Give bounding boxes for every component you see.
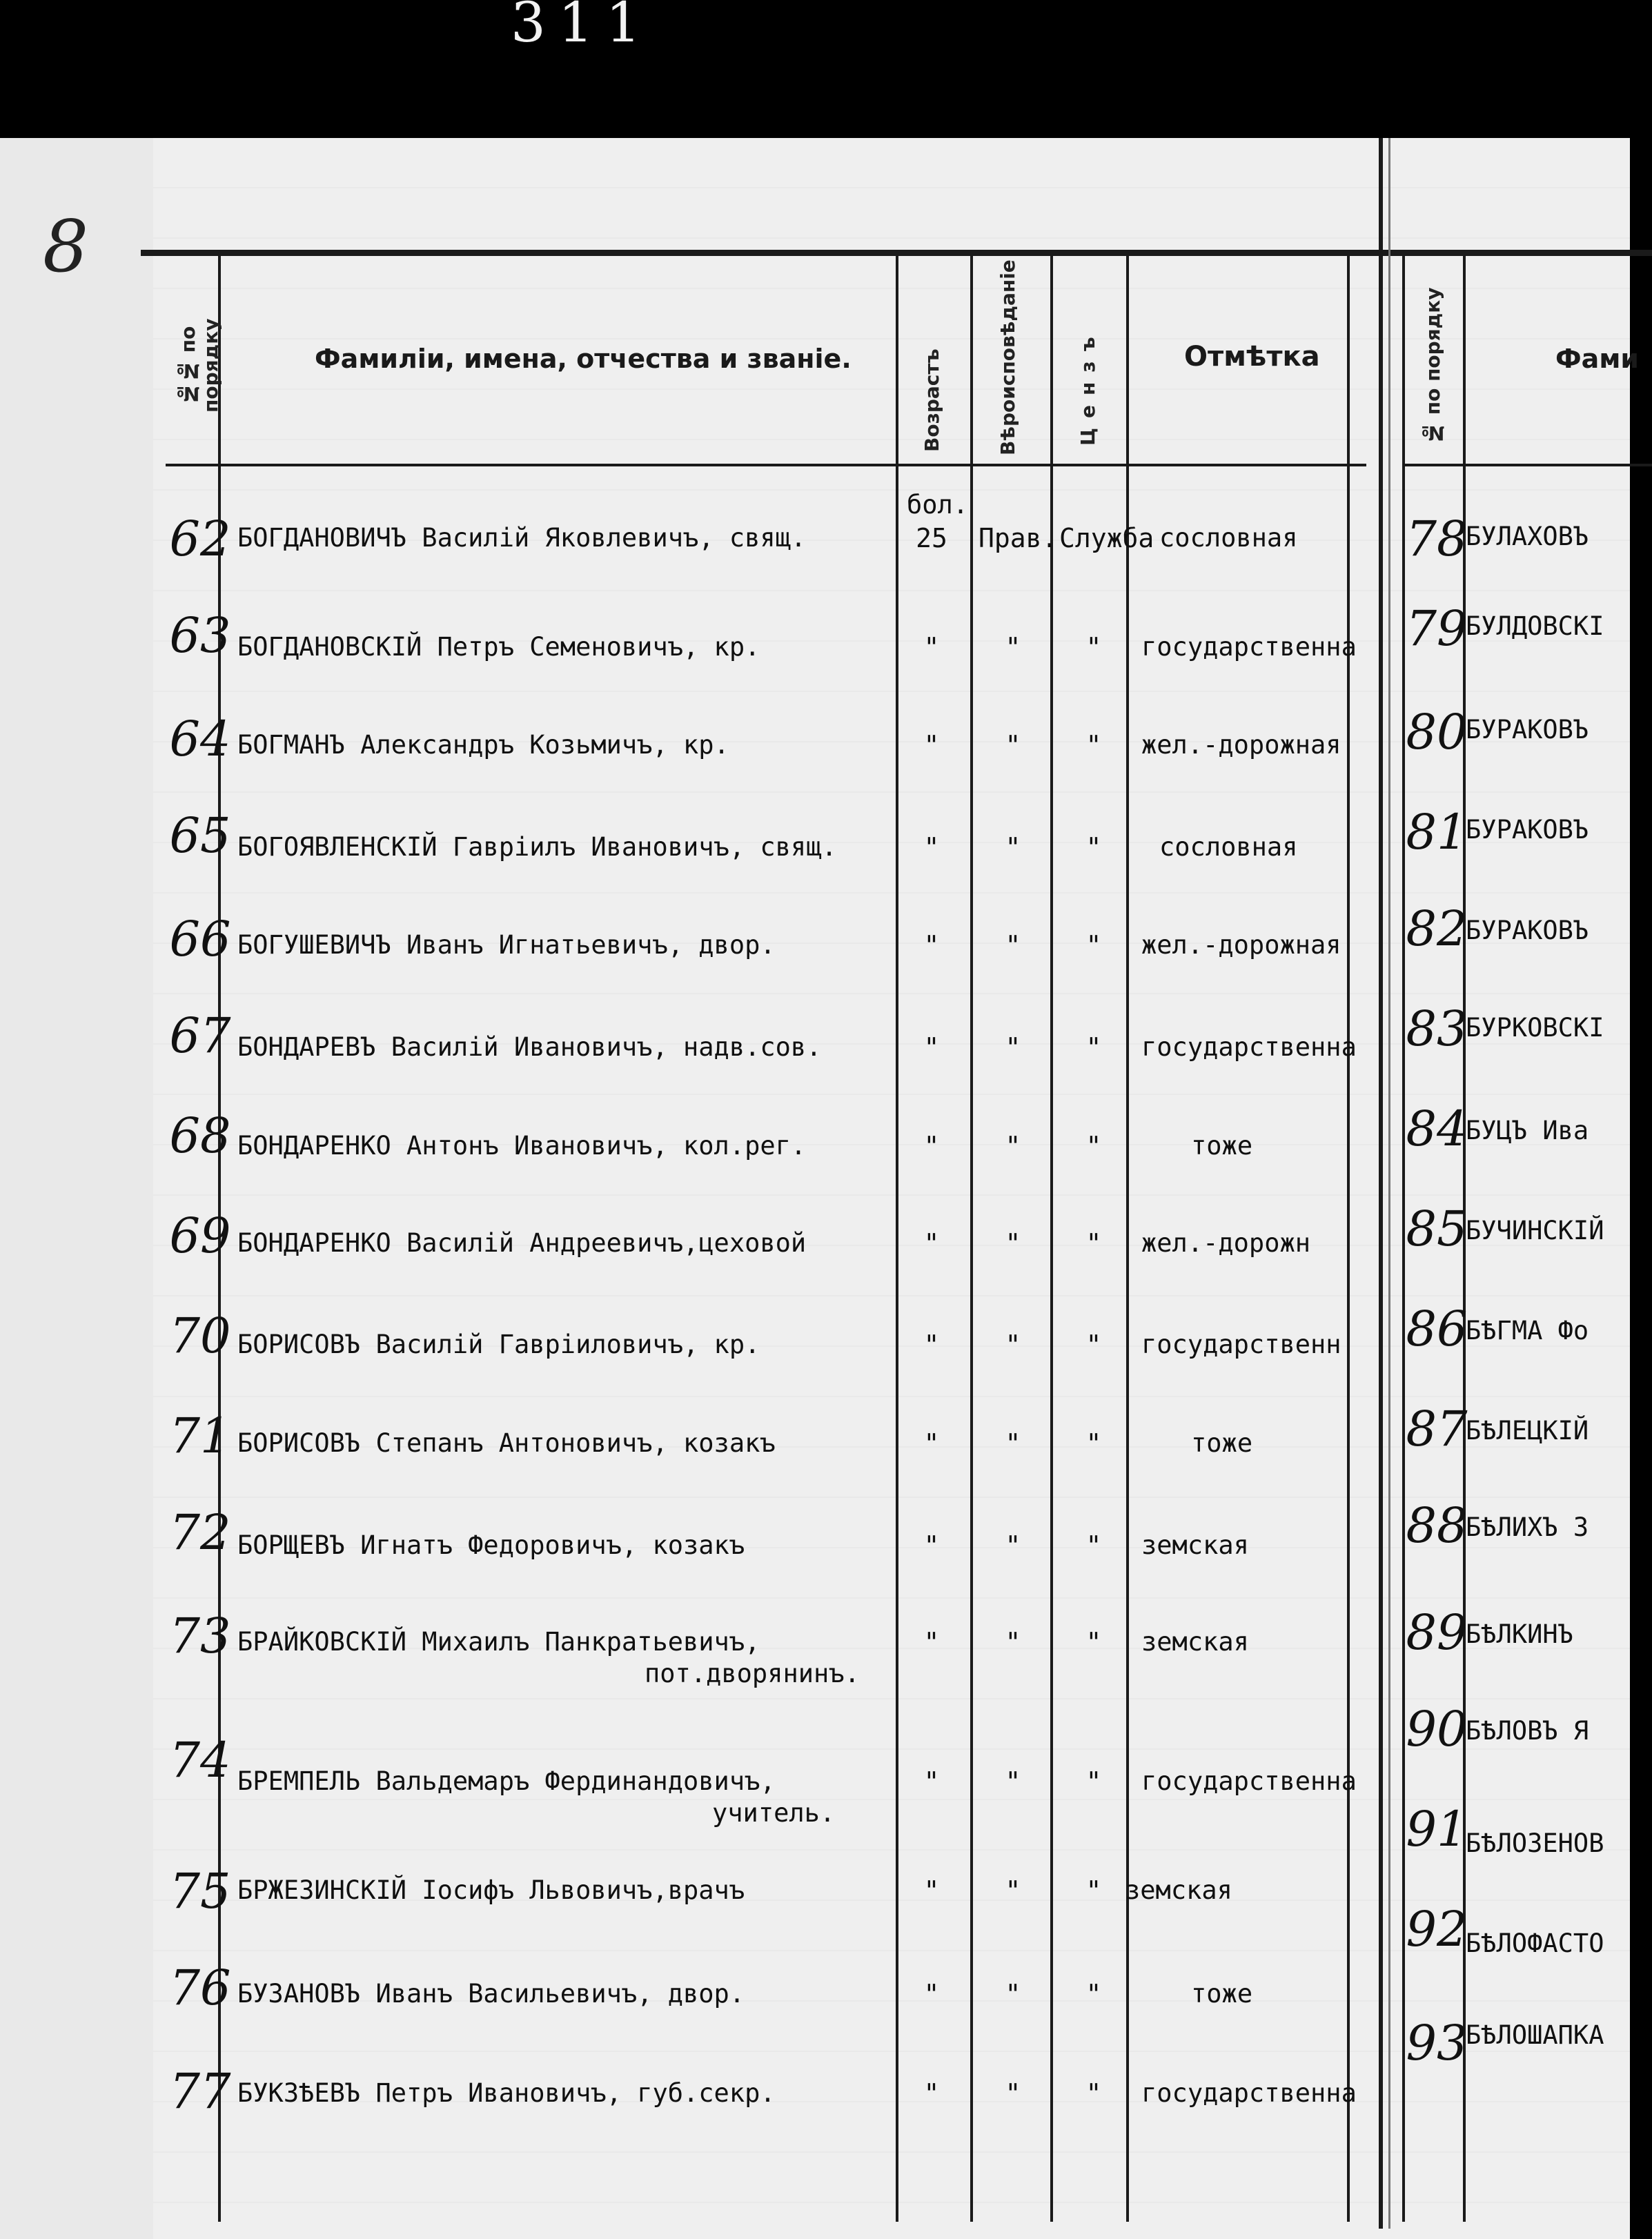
age-value: " — [923, 1875, 940, 1906]
religion-value: " — [1005, 632, 1021, 662]
age-value: " — [923, 832, 940, 862]
note-value: государственна — [1141, 632, 1357, 662]
row-number: 67 — [169, 1007, 231, 1064]
person-entry: БУЛДОВСКІ — [1466, 611, 1604, 641]
person-entry: БѢЛОЗЕНОВ — [1466, 1828, 1604, 1858]
right-table-row — [0, 804, 1652, 900]
row-number: 92 — [1406, 1901, 1468, 1957]
row-number: 82 — [1406, 900, 1468, 957]
note-value: государственна — [1141, 1766, 1357, 1796]
note-value: тоже — [1191, 1979, 1253, 2009]
row-number: 89 — [1406, 1604, 1468, 1661]
right-table-row — [0, 1701, 1652, 1797]
row-number: 64 — [169, 711, 231, 767]
age-value: " — [923, 1979, 940, 2009]
note-value: сословная — [1159, 523, 1298, 553]
note-value: государственн — [1141, 1330, 1341, 1359]
row-number: 84 — [1406, 1101, 1468, 1157]
person-entry: БУКЗѢЕВЪ Петръ Ивановичъ, губ.секр. — [237, 2078, 776, 2108]
row-number: 62 — [169, 511, 231, 567]
religion-value: Прав. — [979, 523, 1058, 553]
header-census: Цензъ — [1076, 327, 1099, 446]
row-number: 90 — [1406, 1701, 1468, 1757]
person-entry: БОНДАРЕВЪ Василій Ивановичъ, надв.сов. — [237, 1032, 822, 1062]
row-number: 80 — [1406, 704, 1468, 760]
census-value: " — [1085, 1131, 1102, 1161]
header-order-no: №№ по порядку — [177, 318, 222, 413]
religion-value: " — [1005, 1428, 1021, 1459]
right-table-row — [0, 1901, 1652, 1998]
row-number: 88 — [1406, 1497, 1468, 1554]
religion-value: " — [1005, 2078, 1021, 2109]
note-value: земская — [1141, 1530, 1249, 1560]
right-table-row — [0, 704, 1652, 800]
person-entry: БРЕМПЕЛЬ Вальдемаръ Фердинандовичъ, — [237, 1766, 776, 1796]
note-value: жел.-дорожн — [1141, 1228, 1311, 1258]
right-table-row — [0, 900, 1652, 997]
header-religion: Вѣроисповѣданіе — [996, 259, 1019, 455]
person-entry-continuation: учитель. — [712, 1798, 836, 1828]
person-entry: БУРАКОВЪ — [1466, 916, 1589, 945]
person-entry: БѢЛОФАСТО — [1466, 1929, 1604, 1958]
person-entry: БУЧИНСКІЙ — [1466, 1216, 1604, 1245]
census-value: " — [1085, 832, 1102, 862]
header-bottom-rule-right — [1402, 464, 1652, 466]
census-value: " — [1085, 1032, 1102, 1063]
note-value: государственна — [1141, 2078, 1357, 2108]
religion-value: " — [1005, 1875, 1021, 1906]
row-number: 86 — [1406, 1301, 1468, 1357]
row-number: 81 — [1406, 804, 1468, 860]
person-entry: БУРКОВСКІ — [1466, 1013, 1604, 1043]
religion-value: " — [1005, 930, 1021, 960]
person-entry: БРАЙКОВСКІЙ Михаилъ Панкратьевичъ, — [237, 1627, 760, 1657]
row-number: 85 — [1406, 1201, 1468, 1257]
row-number: 78 — [1406, 511, 1468, 567]
person-entry: БОГУШЕВИЧЪ Иванъ Игнатьевичъ, двор. — [237, 930, 776, 960]
census-value: " — [1085, 1530, 1102, 1561]
right-table-row — [0, 511, 1652, 607]
header-note: Отмѣтка — [1184, 341, 1320, 373]
right-table-row — [0, 600, 1652, 697]
census-value: " — [1085, 632, 1102, 662]
row-number: 72 — [169, 1504, 231, 1561]
header-right-order-no: № по порядку — [1422, 287, 1444, 444]
age-prefix: бол. — [907, 490, 969, 520]
header-right-names: Фами — [1555, 344, 1640, 374]
person-entry: БУРАКОВЪ — [1466, 815, 1589, 845]
age-value: " — [923, 1330, 940, 1360]
religion-value: " — [1005, 1228, 1021, 1259]
row-number: 65 — [169, 807, 231, 864]
right-table-row — [0, 1301, 1652, 1397]
row-number: 68 — [169, 1107, 231, 1164]
row-number: 93 — [1406, 2015, 1468, 2071]
age-value: " — [923, 730, 940, 760]
header-bottom-rule — [166, 464, 1366, 466]
census-value: " — [1085, 730, 1102, 760]
person-entry: БУРАКОВЪ — [1466, 715, 1589, 744]
census-value: " — [1085, 930, 1102, 960]
person-entry: БОНДАРЕНКО Василій Андреевичъ,цеховой — [237, 1228, 807, 1258]
census-value: " — [1085, 1228, 1102, 1259]
religion-value: " — [1005, 1131, 1021, 1161]
religion-value: " — [1005, 1766, 1021, 1797]
person-entry: БУЦЪ Ива — [1466, 1116, 1589, 1145]
age-value: " — [923, 1032, 940, 1063]
row-number: 63 — [169, 607, 231, 664]
note-value: земская — [1141, 1627, 1249, 1657]
person-entry: БОГДАНОВИЧЪ Василій Яковлевичъ, свящ. — [237, 523, 807, 553]
age-value: " — [923, 2078, 940, 2109]
person-entry: БѢЛОШАПКА — [1466, 2020, 1604, 2050]
person-entry: БѢЛОВЪ Я — [1466, 1716, 1589, 1746]
census-value: " — [1085, 1766, 1102, 1797]
age-value: " — [923, 1228, 940, 1259]
row-number: 77 — [169, 2063, 231, 2120]
census-value: " — [1085, 1875, 1102, 1906]
person-entry: БРЖЕЗИНСКІЙ Іосифъ Львовичъ,врачъ — [237, 1875, 745, 1905]
row-number: 79 — [1406, 600, 1468, 657]
row-number: 73 — [169, 1608, 231, 1664]
person-entry: БѢЛКИНЪ — [1466, 1619, 1573, 1649]
religion-value: " — [1005, 1330, 1021, 1360]
age-value: " — [923, 1428, 940, 1459]
note-value: тоже — [1191, 1131, 1253, 1161]
right-table-row — [0, 1801, 1652, 1897]
right-table-row — [0, 1101, 1652, 1197]
age-value: " — [923, 1530, 940, 1561]
row-number: 75 — [169, 1863, 231, 1920]
note-value: земская — [1125, 1875, 1232, 1905]
person-entry: БОРИСОВЪ Степанъ Антоновичъ, козакъ — [237, 1428, 776, 1458]
row-number: 70 — [169, 1308, 231, 1364]
age-value: " — [923, 930, 940, 960]
religion-value: " — [1005, 1627, 1021, 1657]
person-entry: БОГМАНЪ Александръ Козьмичъ, кр. — [237, 730, 729, 760]
person-entry: БУЗАНОВЪ Иванъ Васильевичъ, двор. — [237, 1979, 745, 2009]
row-number: 76 — [169, 1960, 231, 2016]
header-names: Фамиліи, имена, отчества и званіе. — [315, 344, 852, 374]
age-value: " — [923, 632, 940, 662]
census-value: " — [1085, 2078, 1102, 2109]
note-value: государственна — [1141, 1032, 1357, 1062]
religion-value: " — [1005, 1530, 1021, 1561]
note-value: сословная — [1159, 832, 1298, 862]
age-value: " — [923, 1131, 940, 1161]
census-value: Служба — [1059, 523, 1154, 553]
census-value: " — [1085, 1979, 1102, 2009]
row-number: 91 — [1406, 1801, 1468, 1857]
note-value: жел.-дорожная — [1141, 730, 1341, 760]
note-value: тоже — [1191, 1428, 1253, 1458]
page-number: 8 — [43, 204, 89, 288]
right-table-row — [0, 1201, 1652, 1297]
row-number: 83 — [1406, 1000, 1468, 1057]
person-entry: БОРИСОВЪ Василій Гавріиловичъ, кр. — [237, 1330, 760, 1359]
person-entry: БУЛАХОВЪ — [1466, 522, 1589, 551]
census-value: " — [1085, 1330, 1102, 1360]
person-entry: БОГОЯВЛЕНСКІЙ Гавріилъ Ивановичъ, свящ. — [237, 832, 837, 862]
row-number: 74 — [169, 1732, 231, 1788]
person-entry: БѢЛИХЪ З — [1466, 1512, 1589, 1542]
header-age: Возрастъ — [921, 348, 943, 452]
person-entry-continuation: пот.дворянинъ. — [645, 1659, 860, 1688]
archive-stamp-number: 311 — [511, 0, 653, 55]
right-table-row — [0, 1000, 1652, 1097]
note-value: жел.-дорожная — [1141, 930, 1341, 960]
age-value: 25 — [916, 523, 947, 553]
row-number: 71 — [169, 1408, 231, 1464]
age-value: " — [923, 1766, 940, 1797]
person-entry: БОНДАРЕНКО Антонъ Ивановичъ, кол.рег. — [237, 1131, 807, 1161]
right-table-row — [0, 2015, 1652, 2111]
right-table-row — [0, 1401, 1652, 1497]
religion-value: " — [1005, 1032, 1021, 1063]
religion-value: " — [1005, 1979, 1021, 2009]
census-value: " — [1085, 1428, 1102, 1459]
right-table-row — [0, 1604, 1652, 1701]
religion-value: " — [1005, 832, 1021, 862]
person-entry: БѢЛЕЦКІЙ — [1466, 1416, 1589, 1446]
religion-value: " — [1005, 730, 1021, 760]
age-value: " — [923, 1627, 940, 1657]
person-entry: БОРЩЕВЪ Игнатъ Федоровичъ, козакъ — [237, 1530, 745, 1560]
person-entry: БОГДАНОВСКІЙ Петръ Семеновичъ, кр. — [237, 632, 760, 662]
census-value: " — [1085, 1627, 1102, 1657]
row-number: 66 — [169, 911, 231, 967]
right-table-row — [0, 1497, 1652, 1594]
row-number: 69 — [169, 1207, 231, 1264]
row-number: 87 — [1406, 1401, 1468, 1457]
person-entry: БѢГМА Фо — [1466, 1316, 1589, 1345]
